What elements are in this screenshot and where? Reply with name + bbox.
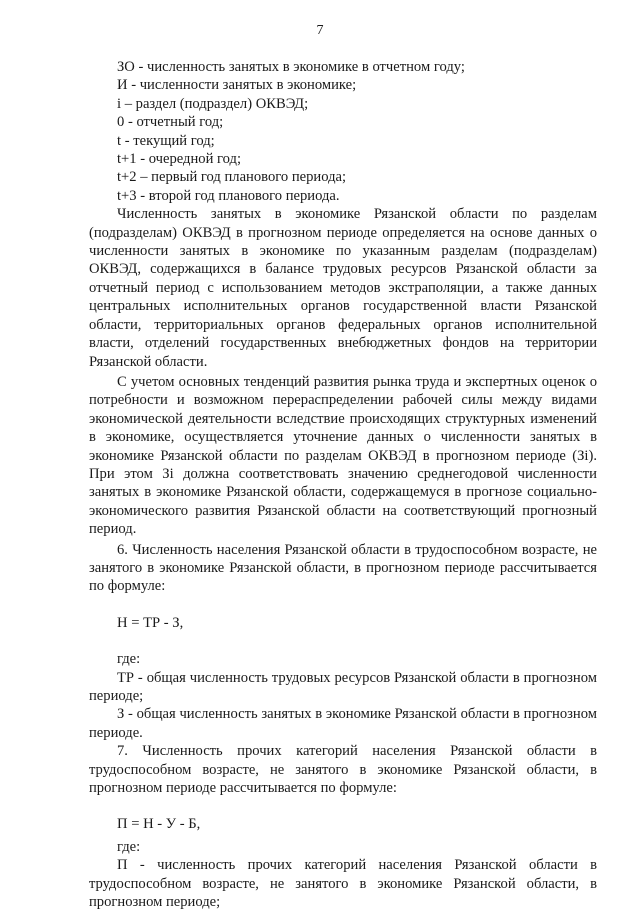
legend-item: ЗО - численность занятых в экономике в отчетном году; xyxy=(117,59,465,75)
page-number: 7 xyxy=(316,23,324,38)
where-label: где: xyxy=(117,838,141,855)
legend-item: И - численности занятых в экономике; xyxy=(117,77,357,94)
legend-item: t - текущий год; xyxy=(117,132,215,149)
paragraph-labor-market-trends: С учетом основных тенденций развития рынка труда и экспертных оценок о потребности и возможном перераспределении рабочей силы между видами экономической деятельности вследствие происходящих структурных изменений в экономике, осуществляется уточнение данных о численности занятых в экономике Рязанской области по разделам ОКВЭД в прогнозном периоде (Зi). При этом Зi должна соответствовать значению среднегодовой численности занятых в экономике Рязанской области, содержащемуся в прогнозе социально-экономического развития Рязанской области на соответствующий прогнозный период. xyxy=(89,373,597,538)
legend-item: t+2 – первый год планового периода; xyxy=(117,169,347,186)
formula-p: П = Н - У - Б, xyxy=(117,816,201,833)
legend-item: i – раздел (подраздел) ОКВЭД; xyxy=(117,95,309,112)
definition-z: З - общая численность занятых в экономике Рязанской области в прогнозном периоде. xyxy=(89,706,597,741)
item-6-text: 6. Численность населения Рязанской области в трудоспособном возрасте, не занятого в экономике Рязанской области, в прогнозном периоде рассчитывается по формуле: xyxy=(89,541,597,595)
where-label: где: xyxy=(117,651,141,668)
document-body xyxy=(89,58,597,911)
legend-list xyxy=(89,58,597,205)
paragraph-employment-forecast: Численность занятых в экономике Рязанской области по разделам (подразделам) ОКВЭД в прогнозном периоде определяется на основе данных о численности занятых в экономике по указанным разделам (подразделам) ОКВЭД, содержащихся в балансе трудовых ресурсов Рязанской области за отчетный период с использованием методов экстраполяции, а также данных центральных исполнительных органов государственной власти Рязанской области, территориальных органов федеральных органов исполнительной власти, отделений государственных внебюджетных фондов на территории Рязанской области. xyxy=(89,206,597,370)
item-7-text: 7. Численность прочих категорий населения Рязанской области в трудоспособном возрасте, не занятого в экономике Рязанской области, в прогнозном периоде рассчитывается по формуле: xyxy=(89,743,597,797)
legend-item: 0 - отчетный год; xyxy=(117,114,224,131)
formula-h: Н = ТР - З, xyxy=(117,614,184,631)
definition-p: П - численность прочих категорий населения Рязанской области в трудоспособном возрасте, не занятого в экономике Рязанской области, в прогнозном периоде; xyxy=(89,857,597,911)
legend-item: t+3 - второй год планового периода. xyxy=(117,187,340,204)
legend-item: t+1 - очередной год; xyxy=(117,151,242,168)
definition-tr: ТР - общая численность трудовых ресурсов Рязанской области в прогнозном периоде; xyxy=(89,669,597,704)
